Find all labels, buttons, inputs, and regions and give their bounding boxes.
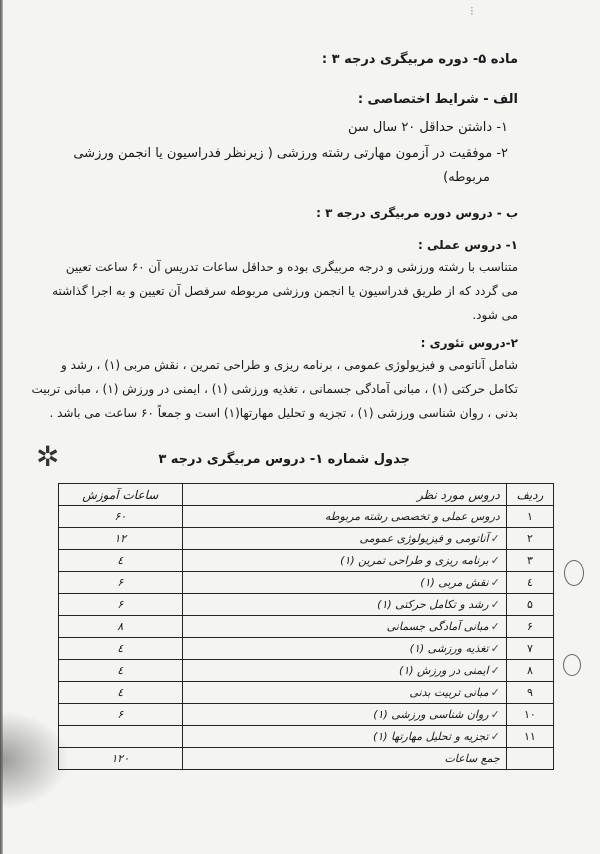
- courses-table: [58, 483, 554, 770]
- practical-line2: می گردد که از طریق فدراسیون یا انجمن ورزشی مربوطه سرفصل آن تعیین و به اجرا گذاشته: [52, 284, 518, 298]
- checkmark-icon: ✓: [490, 664, 500, 677]
- table-row: [59, 704, 554, 726]
- section-a-item2-line1: ۲- موفقیت در آزمون مهارتی رشته ورزشی ( زیرنظر فدراسیون یا انجمن ورزشی: [73, 146, 508, 161]
- row-subject: [182, 638, 506, 660]
- checkmark-icon: ✓: [490, 532, 500, 545]
- table-row: [59, 726, 554, 748]
- row-hours: ٤: [59, 638, 183, 660]
- table-row: [59, 616, 554, 638]
- checkmark-icon: ✓: [490, 686, 500, 699]
- row-hours: ۶: [59, 594, 183, 616]
- table-row: [59, 572, 554, 594]
- table-row: [59, 660, 554, 682]
- row-subject-label: برنامه ریزی و طراحی تمرین (۱): [340, 554, 489, 567]
- table-row: [59, 506, 554, 528]
- row-number: ۱۱: [506, 726, 553, 748]
- row-hours: ٤: [59, 660, 183, 682]
- row-number: ۷: [506, 638, 553, 660]
- row-number: [506, 748, 553, 770]
- table-row: [59, 550, 554, 572]
- row-number: ۶: [506, 616, 553, 638]
- practical-line1: متناسب با رشته ورزشی و درجه مربیگری بوده و حداقل ساعات تدریس آن ۶۰ ساعت تعیین: [65, 260, 518, 274]
- checkmark-icon: ✓: [490, 642, 500, 655]
- theory-line3: بدنی ، روان شناسی ورزشی (۱) ، تجزیه و تحلیل مهارتها(۱) است و جمعاً ۶۰ ساعت می باشد .: [49, 406, 518, 420]
- row-number: ۱۰: [506, 704, 553, 726]
- row-number: ۹: [506, 682, 553, 704]
- checkmark-icon: ✓: [490, 576, 500, 589]
- row-subject: [182, 682, 506, 704]
- table-row: [59, 748, 554, 770]
- handwritten-star-mark: ✲: [36, 440, 60, 473]
- practical-line3: می شود.: [472, 308, 518, 322]
- row-hours: ٤: [59, 550, 183, 572]
- row-subject: [182, 572, 506, 594]
- header-num: ردیف: [506, 484, 553, 506]
- checkmark-icon: ✓: [490, 598, 500, 611]
- handwritten-circle-mark: [563, 654, 581, 676]
- row-subject-label: رشد و تکامل حرکتی (۱): [377, 598, 489, 611]
- row-subject-label: آناتومی و فیزیولوژی عمومی: [359, 532, 489, 545]
- row-number: ٤: [506, 572, 553, 594]
- row-hours: ۱۲۰: [59, 748, 183, 770]
- row-subject: [182, 660, 506, 682]
- table-body: [59, 506, 554, 770]
- table-row: [59, 638, 554, 660]
- row-subject-label: دروس عملی و تخصصی رشته مربوطه: [324, 510, 500, 523]
- row-hours: ۸: [59, 616, 183, 638]
- row-hours: ٤: [59, 682, 183, 704]
- row-subject-label: تغذیه ورزشی (۱): [409, 642, 489, 655]
- row-number: ۵: [506, 594, 553, 616]
- scan-mark: ⁝: [470, 4, 474, 18]
- table-row: [59, 682, 554, 704]
- row-hours: ۶۰: [59, 506, 183, 528]
- checkmark-icon: ✓: [490, 708, 500, 721]
- row-subject: [182, 704, 506, 726]
- row-number: ۳: [506, 550, 553, 572]
- theory-line2: تکامل حرکتی (۱) ، مبانی آمادگی جسمانی ، تغذیه ورزشی (۱) ، ایمنی در ورزش (۱) ، مبانی تربیت: [31, 382, 518, 396]
- row-subject-label: جمع ساعات: [444, 752, 500, 765]
- checkmark-icon: ✓: [490, 620, 500, 633]
- theory-title: ۲-دروس تئوری :: [420, 336, 518, 350]
- row-hours: [59, 726, 183, 748]
- checkmark-icon: ✓: [490, 554, 500, 567]
- table-row: [59, 594, 554, 616]
- row-subject-label: مبانی تربیت بدنی: [409, 686, 489, 699]
- row-subject: [182, 506, 506, 528]
- handwritten-circle-mark: [564, 560, 584, 586]
- section-a-item1: ۱- داشتن حداقل ۲۰ سال سن: [347, 120, 508, 135]
- row-subject-label: مبانی آمادگی جسمانی: [386, 620, 489, 633]
- table-caption: جدول شماره ۱- دروس مربیگری درجه ۳: [158, 452, 410, 467]
- row-subject-label: روان شناسی ورزشی (۱): [373, 708, 489, 721]
- row-hours: ۶: [59, 572, 183, 594]
- section-a-item2-line2: مربوطه): [443, 170, 490, 185]
- table-header-row: [59, 484, 554, 506]
- section-b-title: ب - دروس دوره مربیگری درجه ۳ :: [316, 206, 518, 220]
- row-number: ۲: [506, 528, 553, 550]
- section-a-title: الف - شرایط اختصاصی :: [357, 92, 518, 107]
- row-subject: [182, 550, 506, 572]
- header-subject: دروس مورد نظر: [182, 484, 506, 506]
- row-hours: ۶: [59, 704, 183, 726]
- article-heading: ماده ۵- دوره مربیگری درجه ۳ :: [321, 52, 518, 67]
- row-hours: ۱۲: [59, 528, 183, 550]
- row-subject: [182, 748, 506, 770]
- practical-title: ۱- دروس عملی :: [417, 238, 518, 252]
- row-subject: [182, 616, 506, 638]
- row-number: ۸: [506, 660, 553, 682]
- header-hours: ساعات آموزش: [59, 484, 183, 506]
- row-subject: [182, 528, 506, 550]
- row-number: ۱: [506, 506, 553, 528]
- row-subject-label: ایمنی در ورزش (۱): [399, 664, 489, 677]
- row-subject: [182, 594, 506, 616]
- row-subject-label: تجزیه و تحلیل مهارتها (۱): [373, 730, 489, 743]
- row-subject-label: نقش مربی (۱): [420, 576, 489, 589]
- table-row: [59, 528, 554, 550]
- row-subject: [182, 726, 506, 748]
- checkmark-icon: ✓: [490, 730, 500, 743]
- theory-line1: شامل آناتومی و فیزیولوژی عمومی ، برنامه ریزی و طراحی تمرین ، نقش مربی (۱) ، رشد و: [60, 358, 518, 372]
